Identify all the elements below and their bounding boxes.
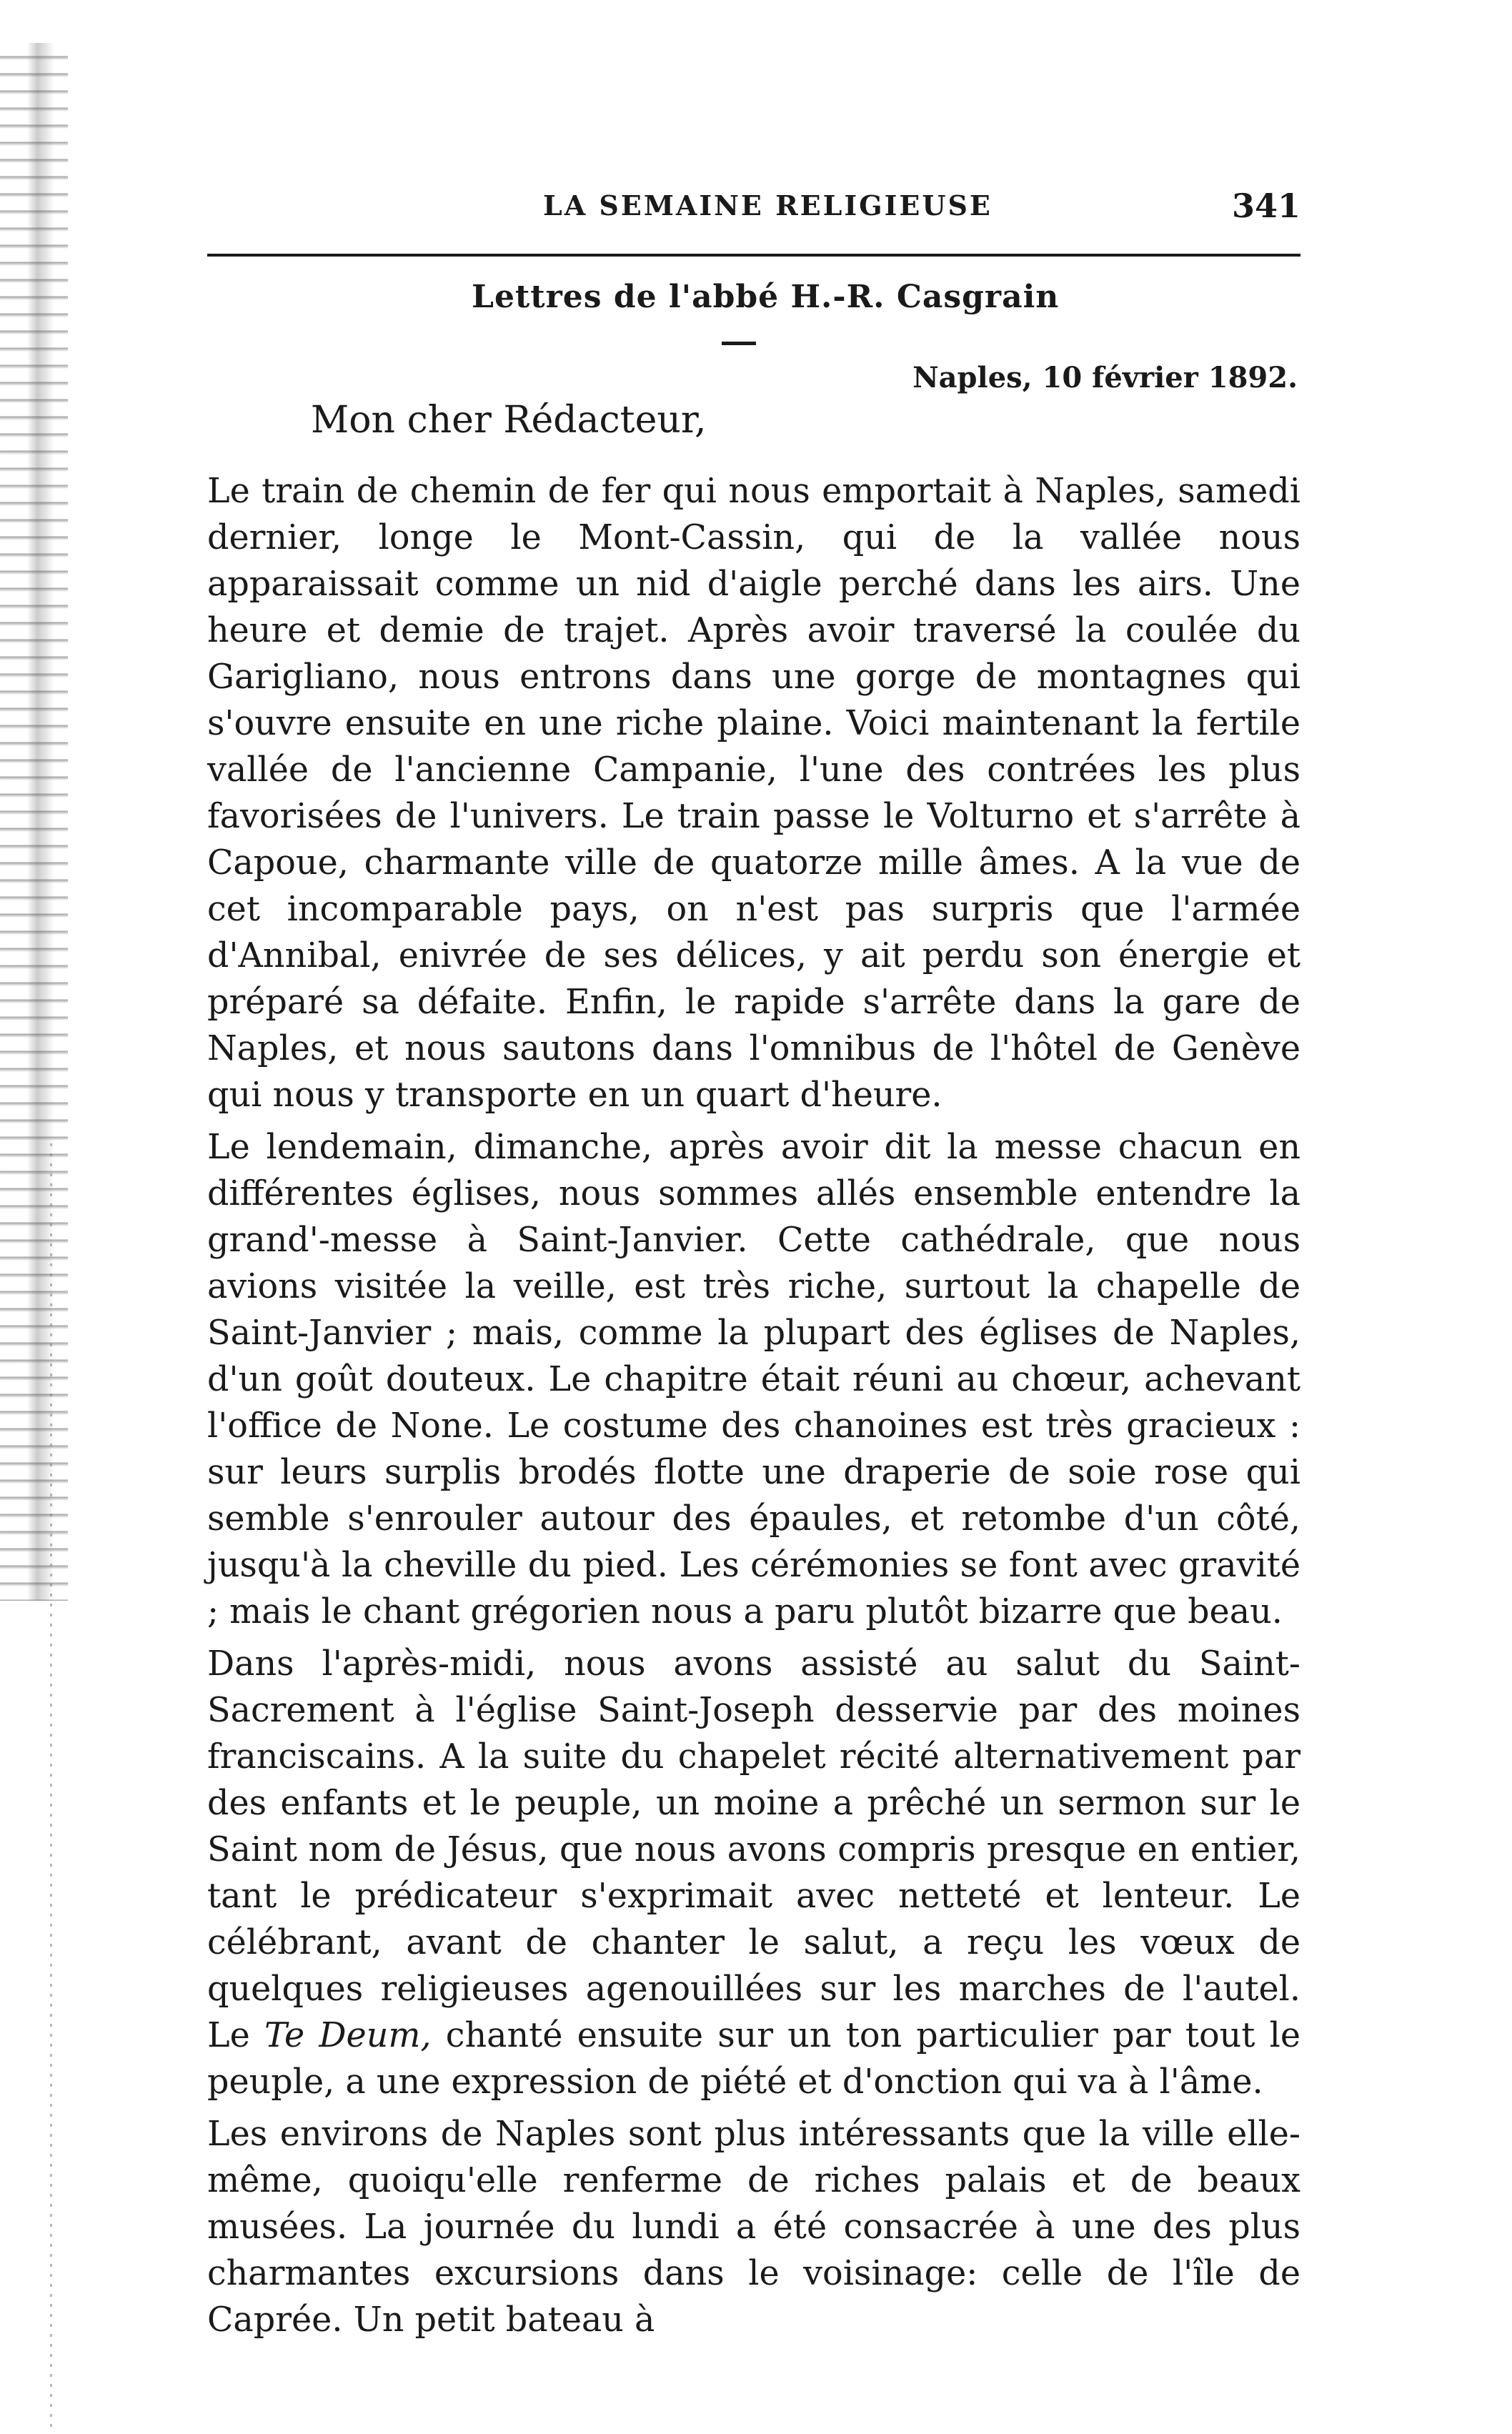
letter-title: Lettres de l'abbé H.-R. Casgrain: [472, 279, 1060, 315]
paragraph-3: [207, 1641, 1300, 2105]
title-dash: [722, 342, 756, 345]
paragraph-1: [207, 468, 1300, 1118]
binding-gutter-dots: [50, 1143, 52, 2430]
paragraph-3-text-a: Dans l'après-midi, nous avons assisté au salut du Saint-Sacrement à l'église Saint-Joseph desservie par des moines franciscains. A la suite du chapelet récité alternativement par des enfants et le peuple, un moine a prêché un sermon sur le Saint nom de Jésus, que nous avons compris presque en entier, tant le prédicateur s'exprimait avec netteté et lenteur. Le célébrant, avant de chanter le salut, a reçu les vœux de quelques religieuses agenouillées sur les marches de l'autel. Le: [207, 1644, 1300, 2055]
salutation: Mon cher Rédacteur,: [311, 399, 707, 442]
binding-gutter-noise: [0, 43, 68, 1601]
te-deum-italic: Te Deum,: [264, 2016, 432, 2055]
letter-body: [207, 468, 1300, 2343]
page-number: 341: [1231, 187, 1300, 225]
paragraph-2: [207, 1124, 1300, 1635]
paragraph-4-text: Les environs de Naples sont plus intéressants que la ville elle-même, quoiqu'elle renferme de riches palais et de beaux musées. La journée du lundi a été consacrée à une des plus charmantes excursions dans le voisinage: celle de l'île de Caprée. Un petit bateau à: [207, 2115, 1300, 2340]
dateline: Naples, 10 février 1892.: [912, 361, 1298, 394]
header-rule: [207, 254, 1300, 257]
paragraph-1-text: Le train de chemin de fer qui nous emportait à Naples, samedi dernier, longe le Mont-Cassin, qui de la vallée nous apparaissait comme un nid d'aigle perché dans les airs. Une heure et demie de trajet. Après avoir traversé la coulée du Garigliano, nous entrons dans une gorge de montagnes qui s'ouvre ensuite en une riche plaine. Voici maintenant la fertile vallée de l'ancienne Campanie, l'une des contrées les plus favorisées de l'univers. Le train passe le Volturno et s'arrête à Capoue, charmante ville de quatorze mille âmes. A la vue de cet incomparable pays, on n'est pas surpris que l'armée d'Annibal, enivrée de ses délices, y ait perdu son énergie et préparé sa défaite. Enfin, le rapide s'arrête dans la gare de Naples, et nous sautons dans l'omnibus de l'hôtel de Genève qui nous y transporte en un quart d'heure.: [207, 472, 1300, 1115]
paragraph-2-text: Le lendemain, dimanche, après avoir dit la messe chacun en différentes églises, nous sommes allés ensemble entendre la grand'-messe à Saint-Janvier. Cette cathédrale, que nous avions visitée la veille, est très riche, surtout la chapelle de Saint-Janvier ; mais, comme la plupart des églises de Naples, d'un goût douteux. Le chapitre était réuni au chœur, achevant l'office de None. Le costume des chanoines est très gracieux : sur leurs surplis brodés flotte une draperie de soie rose qui semble s'enrouler autour des épaules, et retombe d'un côté, jusqu'à la cheville du pied. Les cérémonies se font avec gravité ; mais le chant grégorien nous a paru plutôt bizarre que beau.: [207, 1128, 1300, 1631]
paragraph-3-text-b: chanté ensuite sur un ton particulier par tout le peuple, a une expression de piété et d'onction qui va à l'âme.: [207, 2016, 1300, 2102]
running-header: [207, 189, 1300, 232]
paragraph-4: [207, 2111, 1300, 2343]
running-title: LA SEMAINE RELIGIEUSE: [543, 189, 993, 222]
